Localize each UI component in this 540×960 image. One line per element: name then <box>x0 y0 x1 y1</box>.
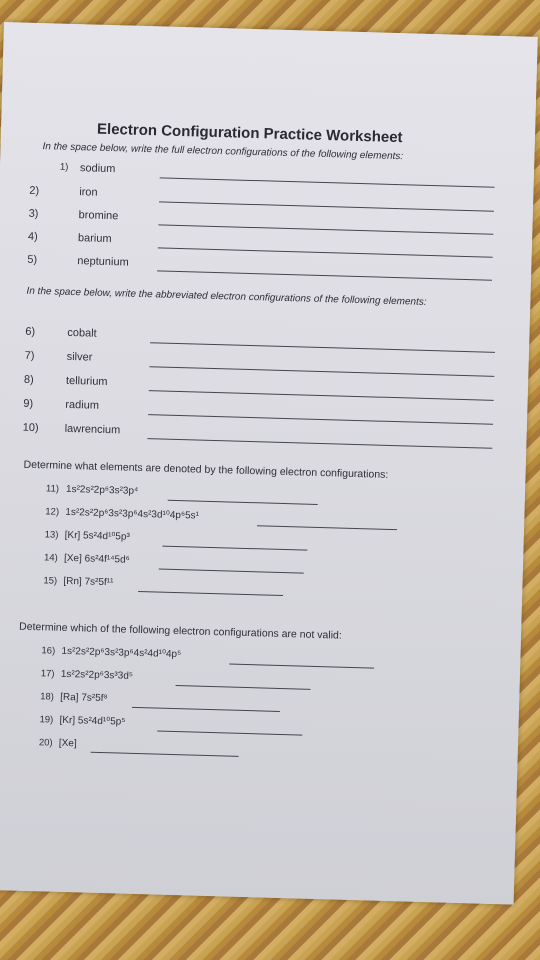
answer-line[interactable] <box>138 591 283 596</box>
electron-configuration: 1s²2s²2p⁶3s²3p⁶4s²4d¹⁰4p⁵ <box>61 645 182 661</box>
question-row <box>39 714 479 740</box>
question-number: 13) <box>44 529 59 541</box>
element-name: sodium <box>79 162 116 176</box>
instruction-abbrev-config: In the space below, write the abbreviated electron configurations of the following elements: <box>26 285 427 308</box>
electron-configuration: [Rn] 7s²5f¹¹ <box>63 575 114 589</box>
question-number: 12) <box>45 506 60 518</box>
answer-line[interactable] <box>229 664 374 669</box>
answer-line[interactable] <box>148 414 493 425</box>
answer-line[interactable] <box>157 270 492 280</box>
question-row <box>46 483 486 509</box>
answer-line[interactable] <box>158 247 493 257</box>
question-row <box>60 162 500 188</box>
question-row <box>43 575 483 601</box>
electron-configuration: [Kr] 5s²4d¹⁰5p⁵ <box>59 714 126 728</box>
question-row <box>41 668 481 694</box>
question-number: 3) <box>28 207 39 221</box>
answer-line[interactable] <box>147 438 492 449</box>
question-number: 19) <box>39 714 54 726</box>
question-row <box>29 185 499 212</box>
electron-configuration: [Xe] <box>58 737 77 750</box>
question-number: 15) <box>43 575 58 587</box>
question-row <box>28 231 498 258</box>
question-number: 9) <box>23 397 34 410</box>
element-name: silver <box>66 350 93 364</box>
question-row <box>44 529 484 555</box>
question-row <box>24 374 494 401</box>
element-name: barium <box>77 232 112 246</box>
question-row <box>41 645 481 671</box>
question-number: 6) <box>25 325 36 338</box>
question-row <box>27 254 497 281</box>
element-name: iron <box>79 186 98 199</box>
electron-configuration: [Xe] 6s²4f¹⁴5d⁶ <box>63 552 130 566</box>
question-number: 11) <box>45 483 60 495</box>
answer-line[interactable] <box>159 201 494 211</box>
question-row <box>23 398 493 425</box>
answer-line[interactable] <box>159 569 304 574</box>
answer-line[interactable] <box>150 342 495 353</box>
element-name: lawrencium <box>64 422 121 437</box>
question-row <box>22 422 492 449</box>
answer-line[interactable] <box>160 177 495 187</box>
question-number: 10) <box>22 421 39 435</box>
electron-configuration: [Kr] 5s²4d¹⁰5p³ <box>64 529 130 543</box>
question-row <box>45 506 485 532</box>
question-row <box>40 691 480 717</box>
question-number: 4) <box>27 230 38 244</box>
answer-line[interactable] <box>176 685 311 690</box>
electron-configuration: 1s²2s²2p⁶3s²3p⁶4s²3d¹⁰4p⁶5s¹ <box>65 506 200 522</box>
electron-configuration: 1s²2s²2p⁶3s³3d⁵ <box>60 668 134 682</box>
answer-line[interactable] <box>158 224 493 234</box>
answer-line[interactable] <box>168 500 318 505</box>
question-row <box>39 737 479 763</box>
worksheet-paper <box>0 22 538 905</box>
question-number: 5) <box>27 253 38 267</box>
question-number: 18) <box>40 691 55 703</box>
question-row <box>25 326 495 353</box>
question-number: 17) <box>40 668 55 680</box>
answer-line[interactable] <box>162 546 307 551</box>
answer-line[interactable] <box>132 707 280 712</box>
worksheet-title: Electron Configuration Practice Worksheet <box>96 120 403 147</box>
element-name: radium <box>65 398 100 412</box>
question-number: 1) <box>59 161 69 173</box>
question-number: 16) <box>41 645 56 657</box>
question-row <box>44 552 484 578</box>
question-number: 2) <box>29 184 40 198</box>
answer-line[interactable] <box>257 525 397 530</box>
electron-configuration: 1s²2s²2p⁶3s²3p⁴ <box>65 483 139 497</box>
answer-line[interactable] <box>149 390 494 401</box>
question-number: 8) <box>23 373 34 386</box>
answer-line[interactable] <box>91 752 239 757</box>
element-name: neptunium <box>77 255 129 269</box>
element-name: tellurium <box>65 374 108 389</box>
electron-configuration: [Ra] 7s²5f⁸ <box>60 691 108 705</box>
instruction-determine: Determine what elements are denoted by the following electron configurations: <box>23 458 389 481</box>
question-row <box>24 350 494 377</box>
instruction-full-config: In the space below, write the full electron configurations of the following elements: <box>42 141 404 163</box>
element-name: bromine <box>78 209 119 223</box>
question-number: 14) <box>43 552 58 564</box>
question-row <box>28 208 498 235</box>
element-name: cobalt <box>67 326 97 340</box>
instruction-valid: Determine which of the following electron configurations are not valid: <box>18 620 342 642</box>
question-number: 7) <box>24 349 35 362</box>
answer-line[interactable] <box>149 366 494 377</box>
answer-line[interactable] <box>157 731 302 736</box>
question-number: 20) <box>38 737 53 749</box>
